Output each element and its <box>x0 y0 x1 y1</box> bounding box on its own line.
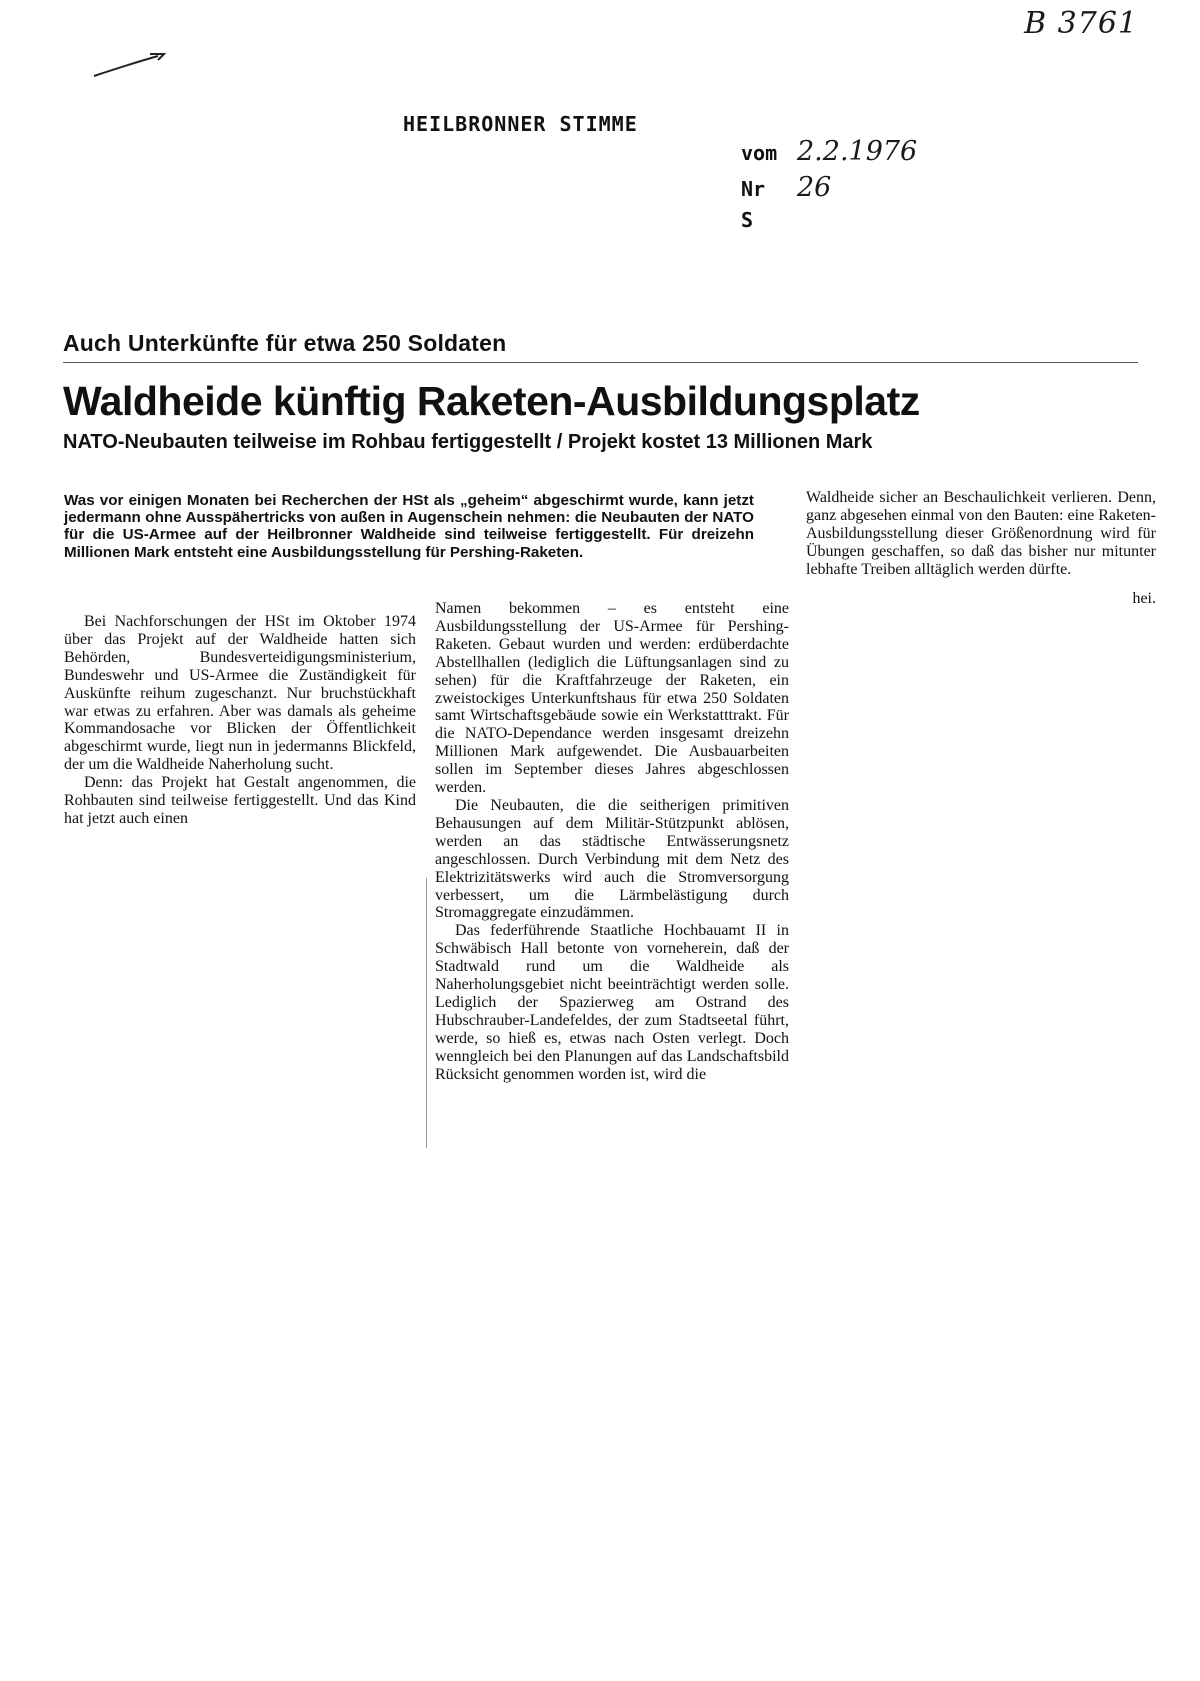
paragraph: Waldheide sicher an Beschaulichkeit verlieren. Denn, ganz abgesehen einmal von den Bauten: eine Raketen-Ausbildungsstellung dieser Größenordnung wird für Übungen geschaffen, so daß das bisher nur mitunter lebhafte Treiben alltäglich werden dürfte. <box>806 489 1156 578</box>
article-column-3 <box>806 489 1156 579</box>
paragraph: Das federführende Staatliche Hochbauamt II in Schwäbisch Hall betonte von vorneherein, daß der Stadtwald rund um die Waldheide als Naherholungsgebiet nicht beeinträchtigt werden solle. Lediglich der Spazierweg am Ostrand des Hubschrauber-Landefeldes, der zum Stadtseetal führt, werde, so hieß es, etwas nach Osten verlegt. Doch wenngleich bei den Planungen auf das Landschaftsbild Rücksicht genommen worden ist, wird die <box>435 922 789 1083</box>
paragraph: Die Neubauten, die die seitherigen primitiven Behausungen auf dem Militär-Stützpunkt ablösen, werden an das städtische Entwässerungsnetz angeschlossen. Durch Verbindung mit dem Netz des Elektrizitätswerks wird auch die Stromversorgung verbessert, um die Lärmbelästigung durch Stromaggregate einzudämmen. <box>435 796 789 922</box>
s-label: S <box>741 208 754 232</box>
paragraph: Bei Nachforschungen der HSt im Oktober 1974 über das Projekt auf der Waldheide hatten sich Behörden, Bundesverteidigungsministerium, Bundeswehr und US-Armee die Zuständigkeit für Auskünfte reihum zugeschanzt. Nur bruchstückhaft war etwas zu erfahren. Aber was damals als geheime Kommandosache vor Blicken der Öffentlichkeit abgeschirmt wurde, liegt nun in jedermanns Blickfeld, der um die Waldheide Naherholung sucht. <box>64 613 416 774</box>
article-kicker: Auch Unterkünfte für etwa 250 Soldaten <box>63 330 507 356</box>
paragraph: Denn: das Projekt hat Gestalt angenommen, die Rohbauten sind teilweise fertiggestellt. Und das Kind hat jetzt auch einen <box>64 774 416 827</box>
article-column-2 <box>435 600 789 1083</box>
archive-number: B 3761 <box>1024 6 1138 41</box>
date-value: 2.2.1976 <box>797 136 918 167</box>
nr-value: 26 <box>797 172 832 203</box>
nr-label: Nr <box>741 177 766 201</box>
meta-s <box>741 208 797 233</box>
article-subheadline: NATO-Neubauten teilweise im Rohbau fertiggestellt / Projekt kostet 13 Millionen Mark <box>63 431 873 453</box>
article-lead: Was vor einigen Monaten bei Recherchen der HSt als „geheim“ abgeschirmt wurde, kann jetzt jedermann ohne Ausspähertricks von außen in Augenschein nehmen: die Neubauten der NATO für die US-Armee auf der Heilbronner Waldheide sind teilweise fertiggestellt. Für dreizehn Millionen Mark entsteht eine Ausbildungsstellung für Pershing-Raketen. <box>64 492 754 561</box>
paperclip-icon <box>92 48 172 82</box>
source-name: HEILBRONNER STIMME <box>403 112 638 136</box>
paragraph: Namen bekommen – es entsteht eine Ausbildungsstellung der US-Armee für Pershing-Raketen. Gebaut wurden und werden: erdüberdachte Abstellhallen (lediglich die Lüftungsanlagen sind zu sehen) für die Kraftfahrzeuge der Raketen, ein zweistockiges Unterkunftshaus für etwa 250 Soldaten samt Wirtschaftsgebäude sowie ein Werkstatttrakt. Für die NATO-Dependance werden insgesamt dreizehn Millionen Mark aufgewendet. Die Ausbauarbeiten sollen im September dieses Jahres abgeschlossen werden. <box>435 600 789 797</box>
divider <box>63 362 1138 363</box>
column-divider <box>426 878 427 1148</box>
article-column-1 <box>64 613 416 828</box>
meta-date <box>741 136 917 167</box>
date-label: vom <box>741 141 778 165</box>
meta-nr <box>741 172 831 203</box>
article-headline: Waldheide künftig Raketen-Ausbildungsplatz <box>63 378 920 424</box>
author-signature: hei. <box>1132 590 1156 607</box>
